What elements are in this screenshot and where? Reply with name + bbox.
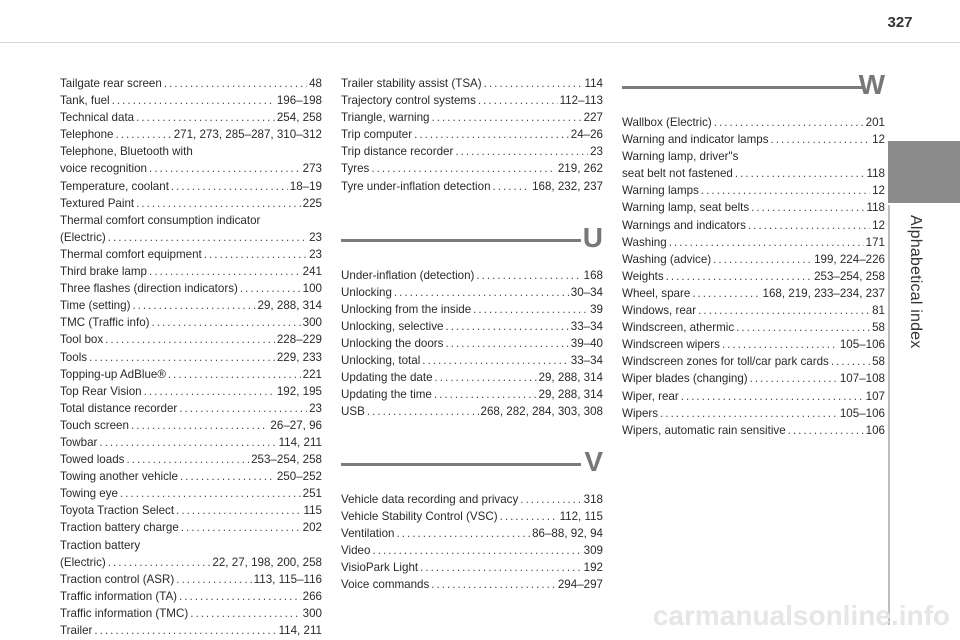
page-refs: 26–27, 96	[270, 418, 322, 432]
page-refs: 219, 262	[557, 162, 603, 176]
page-refs: 318	[583, 492, 603, 506]
index-term: Video	[341, 543, 371, 557]
page-refs: 192	[583, 560, 603, 574]
index-entry	[341, 352, 603, 369]
page-refs: 33–34	[570, 354, 603, 368]
index-term: Unlocking, selective	[341, 319, 444, 333]
index-entry	[622, 114, 885, 131]
page-refs: 271, 273, 285–287, 310–312	[173, 128, 322, 142]
dot-leader	[132, 297, 255, 314]
dot-leader	[500, 508, 558, 525]
index-entry	[622, 165, 885, 182]
dot-leader	[748, 217, 870, 234]
page-number: 327	[887, 14, 913, 31]
index-entry	[622, 370, 885, 387]
index-entry	[60, 451, 322, 468]
page-refs: 253–254, 258	[251, 453, 322, 467]
index-entry	[341, 369, 603, 386]
index-term: Updating the date	[341, 371, 433, 385]
index-entry	[341, 335, 603, 352]
page-refs: 112–113	[559, 94, 603, 108]
dot-leader	[144, 383, 275, 400]
dot-leader	[701, 182, 870, 199]
index-entry	[60, 297, 322, 314]
dot-leader	[681, 388, 864, 405]
index-entry-heading: Telephone, Bluetooth with	[60, 145, 193, 159]
index-term: Telephone	[60, 128, 114, 142]
index-term: Towbar	[60, 435, 98, 449]
page-refs: 250–252	[276, 470, 322, 484]
index-term: Triangle, warning	[341, 111, 430, 125]
dot-leader	[176, 502, 301, 519]
index-term: Washing	[622, 235, 667, 249]
page-refs: 18–19	[289, 179, 322, 193]
index-term: Vehicle data recording and privacy	[341, 492, 519, 506]
index-term: Wallbox (Electric)	[622, 116, 712, 129]
dot-leader	[371, 160, 556, 177]
index-entry	[622, 285, 885, 302]
index-entry	[60, 485, 322, 502]
index-entry	[341, 403, 603, 420]
page-refs: 114, 211	[278, 435, 322, 449]
dot-leader	[698, 302, 870, 319]
page-refs: 23	[309, 230, 322, 244]
index-term: Unlocking	[341, 285, 392, 299]
dot-leader	[660, 405, 838, 422]
dot-leader	[431, 576, 556, 593]
dot-leader	[171, 178, 288, 195]
section-spacer	[341, 195, 603, 215]
page-refs: 273	[302, 162, 322, 176]
index-entry	[622, 131, 885, 148]
index-term: Thermal comfort equipment	[60, 247, 202, 261]
page-refs: 12	[872, 133, 885, 147]
page-refs: 48	[309, 77, 322, 90]
dot-leader	[420, 559, 582, 576]
index-entry	[622, 217, 885, 234]
index-term: Unlocking from the inside	[341, 302, 472, 316]
section-letter: V	[584, 445, 603, 477]
dot-leader	[750, 370, 838, 387]
dot-leader	[831, 353, 870, 370]
index-entry	[622, 388, 885, 405]
dot-leader	[136, 109, 275, 126]
index-entry	[622, 319, 885, 336]
dot-leader	[455, 143, 588, 160]
page-refs: 114, 211	[278, 624, 322, 637]
page-refs: 196–198	[276, 94, 322, 108]
dot-leader	[771, 131, 871, 148]
page-refs: 227	[583, 111, 603, 125]
index-column-3	[622, 62, 885, 457]
page-refs: 113, 115–116	[253, 572, 322, 586]
section-tab-rule	[888, 205, 890, 625]
dot-leader	[445, 335, 568, 352]
page-refs: 33–34	[570, 319, 603, 333]
index-term: Wipers	[622, 406, 659, 420]
page-refs: 241	[302, 265, 322, 279]
index-term: Trailer	[60, 624, 93, 637]
index-entry	[60, 246, 322, 263]
index-term: Traction control (ASR)	[60, 572, 175, 586]
page-refs: 199, 224–226	[814, 252, 885, 266]
section-rule	[341, 463, 581, 466]
index-term: Weights	[622, 269, 664, 283]
page-refs: 300	[302, 606, 322, 620]
section-spacer	[341, 421, 603, 439]
index-entry	[341, 525, 603, 542]
header-rule	[0, 42, 960, 43]
index-term: Textured Paint	[60, 196, 135, 210]
dot-leader	[669, 234, 864, 251]
index-term: Technical data	[60, 111, 135, 125]
index-entry	[60, 126, 322, 143]
index-term: (Electric)	[60, 230, 106, 244]
index-entry	[60, 75, 322, 92]
page-refs: 24–26	[570, 128, 603, 142]
index-term: Ventilation	[341, 526, 395, 540]
page-refs: 168, 219, 233–234, 237	[762, 286, 885, 300]
index-term: Windscreen, athermic	[622, 321, 735, 335]
index-entry	[60, 109, 322, 126]
dot-leader	[473, 301, 588, 318]
dot-leader	[136, 195, 301, 212]
index-entry	[341, 559, 603, 576]
index-entry	[341, 576, 603, 593]
page-refs: 12	[872, 184, 885, 198]
index-term: USB	[341, 405, 365, 419]
index-term: Warning lamps	[622, 184, 699, 198]
page-refs: 201	[865, 116, 885, 129]
dot-leader	[131, 417, 268, 434]
index-term: Traffic information (TA)	[60, 589, 178, 603]
index-term: Warning and indicator lamps	[622, 133, 769, 147]
index-entry	[60, 331, 322, 348]
index-entry	[622, 199, 885, 216]
page-refs: 29, 288, 314	[257, 299, 322, 313]
dot-leader	[105, 331, 275, 348]
index-entry	[60, 263, 322, 280]
page-refs: 105–106	[839, 338, 885, 352]
dot-leader	[692, 285, 760, 302]
index-term: Windscreen wipers	[622, 338, 720, 352]
dot-leader	[414, 126, 569, 143]
dot-leader	[736, 319, 870, 336]
dot-leader	[435, 369, 537, 386]
index-entry	[60, 178, 322, 195]
index-entry	[622, 268, 885, 285]
index-entry	[341, 267, 603, 284]
page-refs: 107–108	[839, 372, 885, 386]
index-term: Topping-up AdBlue®	[60, 367, 166, 381]
page-refs: 118	[866, 201, 885, 215]
dot-leader	[180, 468, 275, 485]
dot-leader	[666, 268, 812, 285]
index-entry	[341, 92, 603, 109]
index-term: Unlocking the doors	[341, 337, 444, 351]
page-refs: 105–106	[839, 406, 885, 420]
watermark: carmanualsonline.info	[652, 600, 950, 631]
dot-leader	[788, 422, 864, 439]
page-refs: 268, 282, 284, 303, 308	[480, 405, 603, 419]
dot-leader	[168, 366, 301, 383]
index-entry	[622, 353, 885, 370]
page-refs: 23	[309, 401, 322, 415]
page-refs: 294–297	[557, 577, 603, 591]
page-refs: 192, 195	[276, 384, 322, 398]
dot-leader	[149, 160, 301, 177]
index-term: Warning lamp, seat belts	[622, 201, 750, 215]
letter-section-header	[341, 439, 603, 491]
index-term: seat belt not fastened	[622, 167, 733, 181]
index-entry	[60, 417, 322, 434]
index-entry	[341, 126, 603, 143]
page-refs: 114	[584, 77, 603, 90]
page-refs: 221	[302, 367, 322, 381]
dot-leader	[432, 109, 582, 126]
page-refs: 266	[302, 589, 322, 603]
index-term: Trip computer	[341, 128, 413, 142]
index-column-2	[341, 75, 603, 611]
index-entry	[622, 336, 885, 353]
index-term: Under-inflation (detection)	[341, 268, 475, 282]
page-refs: 251	[302, 487, 322, 501]
index-entry	[622, 302, 885, 319]
index-term: Towed loads	[60, 453, 125, 467]
index-entry	[341, 491, 603, 508]
index-entry	[622, 251, 885, 268]
index-term: Vehicle Stability Control (VSC)	[341, 509, 498, 523]
dot-leader	[116, 126, 172, 143]
index-term: Toyota Traction Select	[60, 504, 175, 518]
page-refs: 171	[865, 235, 885, 249]
page-refs: 39–40	[570, 337, 603, 351]
dot-leader	[89, 349, 275, 366]
dot-leader	[164, 75, 307, 92]
dot-leader	[367, 403, 479, 420]
page-refs: 112, 115	[559, 509, 603, 523]
index-term: Voice commands	[341, 577, 430, 591]
section-letter: U	[582, 221, 603, 253]
index-term: Time (setting)	[60, 299, 131, 313]
index-term: Wheel, spare	[622, 286, 691, 300]
section-tab-block	[888, 141, 960, 203]
index-term: TMC (Traffic info)	[60, 316, 150, 330]
index-entry	[60, 160, 322, 177]
index-entry	[60, 349, 322, 366]
index-term: Tailgate rear screen	[60, 77, 162, 90]
index-entry	[60, 434, 322, 451]
index-term: Updating the time	[341, 388, 432, 402]
index-term: Washing (advice)	[622, 252, 712, 266]
dot-leader	[372, 542, 581, 559]
page-refs: 58	[872, 355, 885, 369]
index-entry	[60, 468, 322, 485]
section-letter: W	[858, 69, 885, 100]
dot-leader	[434, 386, 537, 403]
section-rule	[622, 86, 863, 89]
page-refs: 115	[303, 504, 322, 518]
page-refs: 168	[583, 268, 603, 282]
page-refs: 58	[872, 321, 885, 335]
index-entry	[341, 318, 603, 335]
dot-leader	[126, 451, 249, 468]
page-refs: 107	[865, 389, 885, 403]
page-refs: 168, 232, 237	[532, 179, 603, 193]
index-entry	[341, 75, 603, 92]
index-entry	[341, 542, 603, 559]
page-refs: 23	[590, 145, 603, 159]
index-entry	[60, 366, 322, 383]
index-entry	[60, 92, 322, 109]
page-refs: 30–34	[570, 285, 603, 299]
index-entry	[622, 182, 885, 199]
index-term: Tyre under-inflation detection	[341, 179, 491, 193]
page-refs: 100	[302, 282, 322, 296]
index-entry	[60, 400, 322, 417]
index-entry-heading: Thermal comfort consumption indicator	[60, 213, 261, 227]
page-refs: 228–229	[276, 333, 322, 347]
page-refs: 106	[865, 423, 885, 437]
index-entry	[60, 383, 322, 400]
index-entry	[60, 314, 322, 331]
index-term: Wiper blades (changing)	[622, 372, 748, 386]
dot-leader	[112, 92, 275, 109]
dot-leader	[181, 519, 301, 536]
index-term: Total distance recorder	[60, 401, 178, 415]
section-rule	[341, 239, 581, 242]
index-term: (Electric)	[60, 555, 106, 569]
section-spacer	[622, 439, 885, 457]
index-term: Traffic information (TMC)	[60, 606, 189, 620]
index-entry	[60, 195, 322, 212]
dot-leader	[735, 165, 865, 182]
dot-leader	[99, 434, 276, 451]
index-term: VisioPark Light	[341, 560, 419, 574]
page-refs: 225	[302, 196, 322, 210]
page-refs: 22, 27, 198, 200, 258	[212, 555, 322, 569]
page-refs: 29, 288, 314	[538, 388, 603, 402]
dot-leader	[722, 336, 838, 353]
dot-leader	[397, 525, 531, 542]
index-entry	[341, 284, 603, 301]
page-refs: 202	[302, 521, 322, 535]
index-term: Trailer stability assist (TSA)	[341, 77, 482, 90]
index-term: Wiper, rear	[622, 389, 679, 403]
index-entry	[341, 160, 603, 177]
index-term: Top Rear Vision	[60, 384, 142, 398]
dot-leader	[422, 352, 568, 369]
index-entry-heading: Warning lamp, driver"s	[622, 150, 739, 164]
page-refs: 229, 233	[276, 350, 322, 364]
index-term: Tank, fuel	[60, 94, 110, 108]
index-entry	[60, 554, 322, 571]
dot-leader	[714, 114, 864, 131]
page-refs: 29, 288, 314	[538, 371, 603, 385]
section-tab-label: Alphabetical index	[907, 215, 924, 349]
index-entry	[60, 280, 322, 297]
index-term: Unlocking, total	[341, 354, 421, 368]
index-entry-heading: Traction battery	[60, 538, 141, 552]
dot-leader	[204, 246, 307, 263]
index-term: voice recognition	[60, 162, 148, 176]
dot-leader	[149, 263, 301, 280]
index-term: Warnings and indicators	[622, 218, 746, 232]
index-term: Third brake lamp	[60, 265, 147, 279]
dot-leader	[240, 280, 301, 297]
index-entry	[60, 519, 322, 536]
page-refs: 253–254, 258	[814, 269, 885, 283]
index-term: Temperature, coolant	[60, 179, 169, 193]
dot-leader	[751, 199, 864, 216]
index-term: Three flashes (direction indicators)	[60, 282, 238, 296]
dot-leader	[394, 284, 569, 301]
dot-leader	[120, 485, 301, 502]
index-term: Tool box	[60, 333, 104, 347]
index-entry	[60, 571, 322, 588]
index-entry	[341, 301, 603, 318]
dot-leader	[108, 554, 211, 571]
page-refs: 81	[872, 304, 885, 318]
page-refs: 86–88, 92, 94	[532, 526, 603, 540]
index-entry	[622, 422, 885, 439]
index-entry	[341, 508, 603, 525]
index-term: Windscreen zones for toll/car park cards	[622, 355, 829, 369]
index-term: Towing another vehicle	[60, 470, 178, 484]
index-term: Tyres	[341, 162, 370, 176]
index-entry	[341, 178, 603, 195]
page-refs: 12	[872, 218, 885, 232]
page-refs: 300	[302, 316, 322, 330]
index-entry	[622, 234, 885, 251]
letter-section-header	[622, 62, 885, 114]
index-term: Wipers, automatic rain sensitive	[622, 423, 786, 437]
dot-leader	[713, 251, 812, 268]
index-entry	[341, 109, 603, 126]
letter-section-header	[341, 215, 603, 267]
index-term: Traction battery charge	[60, 521, 179, 535]
index-term: Tools	[60, 350, 88, 364]
dot-leader	[476, 267, 581, 284]
index-term: Touch screen	[60, 418, 129, 432]
index-term: Windows, rear	[622, 304, 697, 318]
index-term: Trajectory control systems	[341, 94, 476, 108]
index-entry	[341, 143, 603, 160]
dot-leader	[478, 92, 558, 109]
index-term: Towing eye	[60, 487, 119, 501]
index-entry	[60, 229, 322, 246]
dot-leader	[152, 314, 301, 331]
dot-leader	[108, 229, 307, 246]
dot-leader	[520, 491, 581, 508]
dot-leader	[493, 178, 531, 195]
page-refs: 254, 258	[276, 111, 322, 125]
index-entry	[60, 502, 322, 519]
index-entry	[622, 405, 885, 422]
page-refs: 23	[309, 247, 322, 261]
index-entry	[341, 386, 603, 403]
dot-leader	[179, 400, 307, 417]
dot-leader	[445, 318, 568, 335]
dot-leader	[176, 571, 251, 588]
dot-leader	[484, 75, 583, 92]
page-refs: 39	[590, 302, 603, 316]
page-refs: 118	[866, 167, 885, 181]
index-term: Trip distance recorder	[341, 145, 454, 159]
index-column-1	[60, 75, 322, 639]
page-refs: 309	[583, 543, 603, 557]
